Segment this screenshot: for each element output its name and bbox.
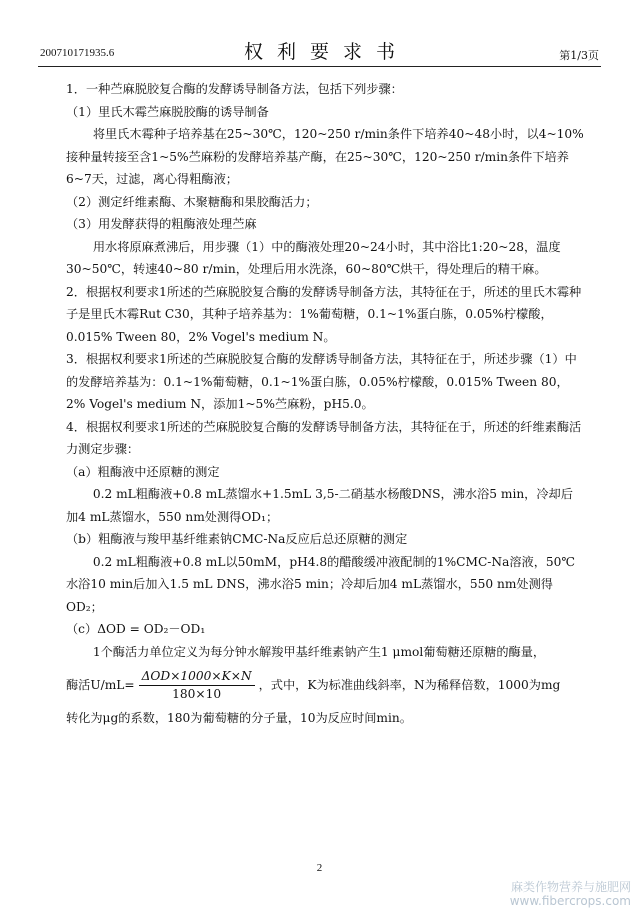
step-1-title: （1）里氏木霉苎麻脱胶酶的诱导制备 <box>66 104 269 119</box>
sub-b-title: （b）粗酶液与羧甲基纤维素钠CMC-Na反应后总还原糖的测定 <box>66 532 408 546</box>
header-divider <box>38 66 601 67</box>
claims-body <box>66 78 584 730</box>
formula-prefix: 酶活U/mL= <box>66 677 135 692</box>
watermark-line-1: 麻类作物营养与施肥网 <box>510 880 631 894</box>
page-header <box>0 0 639 70</box>
formula-denominator: 180×10 <box>172 686 222 701</box>
document-number: 200710171935.6 <box>40 47 115 59</box>
step-3-title: （3）用发酵获得的粗酶液处理苎麻 <box>66 217 257 231</box>
enzyme-activity-formula <box>66 663 584 707</box>
page-label: 第1/3页 <box>559 49 599 62</box>
claim-2: 2．根据权利要求1所述的苎麻脱胶复合酶的发酵诱导制备方法，其特征在于，所述的里氏木霉种子是里氏木霉Rut C30，其种子培养基为：1%葡萄糖，0.1~1%蛋白胨，0.05%柠檬酸，0.015% Tween 80，2% Vogel's medium N。 <box>66 284 582 344</box>
step-3-text: 用水将原麻煮沸后，用步骤（1）中的酶液处理20~24小时，其中浴比1:20~28，温度30~50℃，转速40~80 r/min，处理后用水洗涤，60~80℃烘干，得处理后的精干麻。 <box>66 239 561 276</box>
site-watermark <box>510 880 631 908</box>
formula-suffix: ，式中，K为标准曲线斜率，N为稀释倍数，1000为mg <box>258 677 561 692</box>
formula-fraction <box>139 668 255 703</box>
claim-4: 4．根据权利要求1所述的苎麻脱胶复合酶的发酵诱导制备方法，其特征在于，所述的纤维素酶活力测定步骤： <box>66 419 582 456</box>
page-number: 2 <box>316 862 323 874</box>
document-title: 权利要求书 <box>243 41 409 63</box>
step-2-title: （2）测定纤维素酶、木聚糖酶和果胶酶活力； <box>66 194 318 209</box>
sub-c-title: （c）ΔOD = OD₂－OD₁ <box>66 622 206 636</box>
claim-3: 3．根据权利要求1所述的苎麻脱胶复合酶的发酵诱导制备方法，其特征在于，所述步骤（1）中的发酵培养基为：0.1~1%葡萄糖，0.1~1%蛋白胨，0.05%柠檬酸，0.015% Tween 80，2% Vogel's medium N，添加1~5%苎麻粉，pH5.0。 <box>66 352 577 411</box>
formula-numerator: ΔOD×1000×K×N <box>139 668 255 686</box>
sub-b-text: 0.2 mL粗酶液+0.8 mL以50mM，pH4.8的醋酸缓冲液配制的1%CMC-Na溶液，50℃水浴10 min后加入1.5 mL DNS，沸水浴5 min；冷却后加4 mL蒸馏水，550 nm处测得OD₂； <box>66 554 576 614</box>
watermark-line-2: www.fibercrops.com <box>509 894 631 908</box>
step-1-text: 将里氏木霉种子培养基在25~30℃，120~250 r/min条件下培养40~48小时，以4~10%接种量转接至含1~5%苎麻粉的发酵培养基产酶，在25~30℃，120~250 r/min条件下培养6~7天，过滤，离心得粗酶液； <box>66 127 584 186</box>
claim-1-intro: 1．一种苎麻脱胶复合酶的发酵诱导制备方法，包括下列步骤： <box>66 82 403 96</box>
formula-tail: 转化为μg的系数，180为葡萄糖的分子量，10为反应时间min。 <box>66 711 412 725</box>
sub-a-text: 0.2 mL粗酶液+0.8 mL蒸馏水+1.5mL 3,5-二硝基水杨酸DNS，沸水浴5 min，冷却后加4 mL蒸馏水，550 nm处测得OD₁； <box>66 487 573 524</box>
sub-a-title: （a）粗酶液中还原糖的测定 <box>66 464 220 479</box>
unit-definition: 1个酶活力单位定义为每分钟水解羧甲基纤维素钠产生1 μmol葡萄糖还原糖的酶量， <box>92 644 546 659</box>
